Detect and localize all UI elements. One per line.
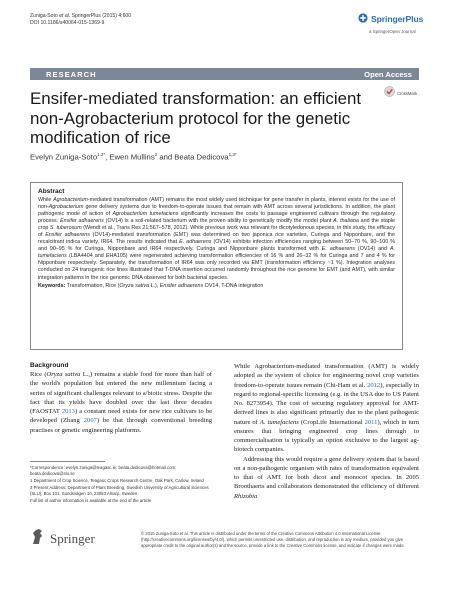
author-info-note: Full list of author information is available at the end of the article [30, 498, 152, 503]
affiliation-1: 1 Department of Crop Science, Teagasc Crops Research Centre, Oak Park, Carlow, Ireland [30, 478, 204, 483]
open-access-label: Open Access [364, 69, 412, 79]
abstract-text: While Agrobacterium-mediated transformation (AMT) remains the most widely used technique for gene transfer in plants, interest exists for the use of non-Agrobacterium gene delivery systems due to freedom-to-operate issues that remain with AMT across several jurisdictions. In addition, the plant pathogenic mode of action of Agrobacterium tumefaciens significantly increases the costs to passage engineered cultivars through the regulatory process. Ensifer adhaerens (OV14) is a soil-related bacterium with the proven ability to genetically modify the model plant A. thaliana and the staple crop S. tuberosum (Wendt et al., Trans Res 21:567–578, 2012). While previous work was relevant for dicotyledonous species, in this study, the efficacy of Ensifer adhaerens (OV14)-mediated transformation (EMT) was determined on two japonica rice varieties, Curinga and Nipponbare, and the recalcitrant indica variety, IR64. The results indicated that E. adhaerens (OV14) exhibits infection efficiencies ranging between 50–70 %, 90–100 % and 90–95 % for Curinga, Nipponbare and IR64 respectively. Curinga and Nipponbare plants transformed with E. adhaerens (OV14) and A. tumefaciens (LBA4404 and EHA105) were regenerated achieving transformation efficiencies of 16 % and 26–32 % for Curinga and 7 and 4 % for Nipponbare respectively. Separately, the transformation of IR64 was only recorded via EMT (transformation efficiency ~1 %). Integration analyses conducted on 24 transgenic rice lines illustrated that T-DNA insertion occurred randomly throughout the rice genome for EMT (and AMT), with similar integration patterns in the rice genomic DNA observed for both bacterial species. [38, 197, 396, 281]
author-3[interactable]: and Beata Dedicova [157, 152, 229, 162]
springer-horse-icon [30, 528, 46, 551]
left-column [30, 362, 212, 435]
keywords-label: Keywords: [38, 282, 66, 289]
correspondence[interactable]: *Correspondence: evelyn.zuniga@teagasc.ie; beata.dedicova@hotmail.com; beata.dedicova@slu.se [30, 465, 177, 476]
author-2[interactable]: , Ewen Mullins [105, 152, 155, 162]
springer-publisher-logo[interactable] [30, 528, 140, 550]
article-title: Ensifer-mediated transformation: an efficient non-Agrobacterium protocol for the genetic modification of rice [30, 89, 362, 147]
crossmark-label: CrossMark [397, 90, 418, 96]
body-paragraph-2: Addressing this would require a gene delivery system that is based on a non-pathogenic organism with rates of transformation equivalent to that of AMT for both dicot and monocot species. In 2005 Broothaerts and collaborators demonstrated the efficiency of different Rhizobia [234, 455, 419, 500]
author-list: Evelyn Zuniga-Soto$^{1,2*}$, Ewen Mullins$^2$ and Beata Dedicova$^{1,3*}$ [30, 152, 237, 162]
body-paragraph-1: While Agrobacterium-mediated transformation (AMT) is widely adopted as the system of choice for engineering novel crop varieties freedom-to-operate issues remain (Chi-Ham et al. 2012), especially in regard to regional-specific licensing (e.g. in the USA due to US Patent No. 8273954). The cost of securing regulatory approval for AMT-derived lines is also significant primarily due to the plant pathogenic nature of A. tumefaciens (CropLife International 2011), which in turn ensures that bringing engineered crop lines through to commercialisation is typically an option exclusive to the largest ag-biotech companies. [234, 363, 419, 454]
header-citation [30, 13, 131, 27]
footnotes [30, 465, 210, 505]
logo-title: SpringerPlus [371, 14, 424, 24]
citation-link[interactable]: 2012 [367, 381, 381, 389]
background-paragraph: Rice (Oryza sativa L.,) remains a stable food for more than half of the world's population but entered the new millennium facing a series of significant challenges relevant to a/biotic stress. Despite the fact that its yields have doubled over the last three decades (FAOSTAT 2013) a constant need exists for new rice cultivars to be developed (Zhang 2007) be that through conventional breeding practises or genetic engineering platforms. [30, 371, 212, 434]
logo-subtitle: a SpringerOpen Journal [369, 29, 416, 34]
publisher-name: Springer [50, 531, 95, 546]
abstract-box [30, 182, 403, 350]
crossmark-badge[interactable] [384, 86, 424, 100]
right-column [234, 362, 419, 501]
background-heading: Background [30, 362, 69, 369]
license-text: © 2015 Zuniga-Soto et al. This article is distributed under the terms of the Creative Commons Attribution 4.0 International License (http://creativecommons.org/licenses/by/4.0/), which permits unrestricted use, distribution, and reproduction in any medium, provided you give appropriate credit to the original author(s) and the source, provide a link to the Creative Commons license, and indicate if changes were made. [141, 531, 405, 548]
springerplus-logo[interactable] [358, 10, 430, 32]
section-bar [30, 68, 419, 80]
citation-link[interactable]: 2011 [364, 418, 378, 426]
doi[interactable]: DOI 10.1186/s40064-015-1369-9 [30, 20, 105, 26]
footnote-divider [30, 461, 105, 462]
citation-link[interactable]: 2007 [83, 417, 97, 425]
abstract-heading: Abstract [38, 188, 65, 195]
article-type-label: RESEARCH [46, 69, 97, 79]
affiliation-3: 3 Present Address: Department of Plant Breeding, Swedish University of Agricultural Sciences (SLU), Box 101, Sundsvägen 10, 23053 Alnarp, Sweden [30, 485, 209, 496]
citation-link[interactable]: 2013 [61, 408, 75, 415]
citation-line: Zuniga-Soto et al. SpringerPlus (2015) 4:600 [30, 13, 132, 19]
keywords: Keywords: Transformation, Rice (Oryza sativa L.), Ensifer adhaerens OV14, T-DNA integration [38, 282, 264, 289]
author-1[interactable]: Evelyn Zuniga-Soto [30, 152, 98, 162]
springerplus-logo-icon [358, 10, 368, 28]
crossmark-icon [384, 84, 395, 102]
